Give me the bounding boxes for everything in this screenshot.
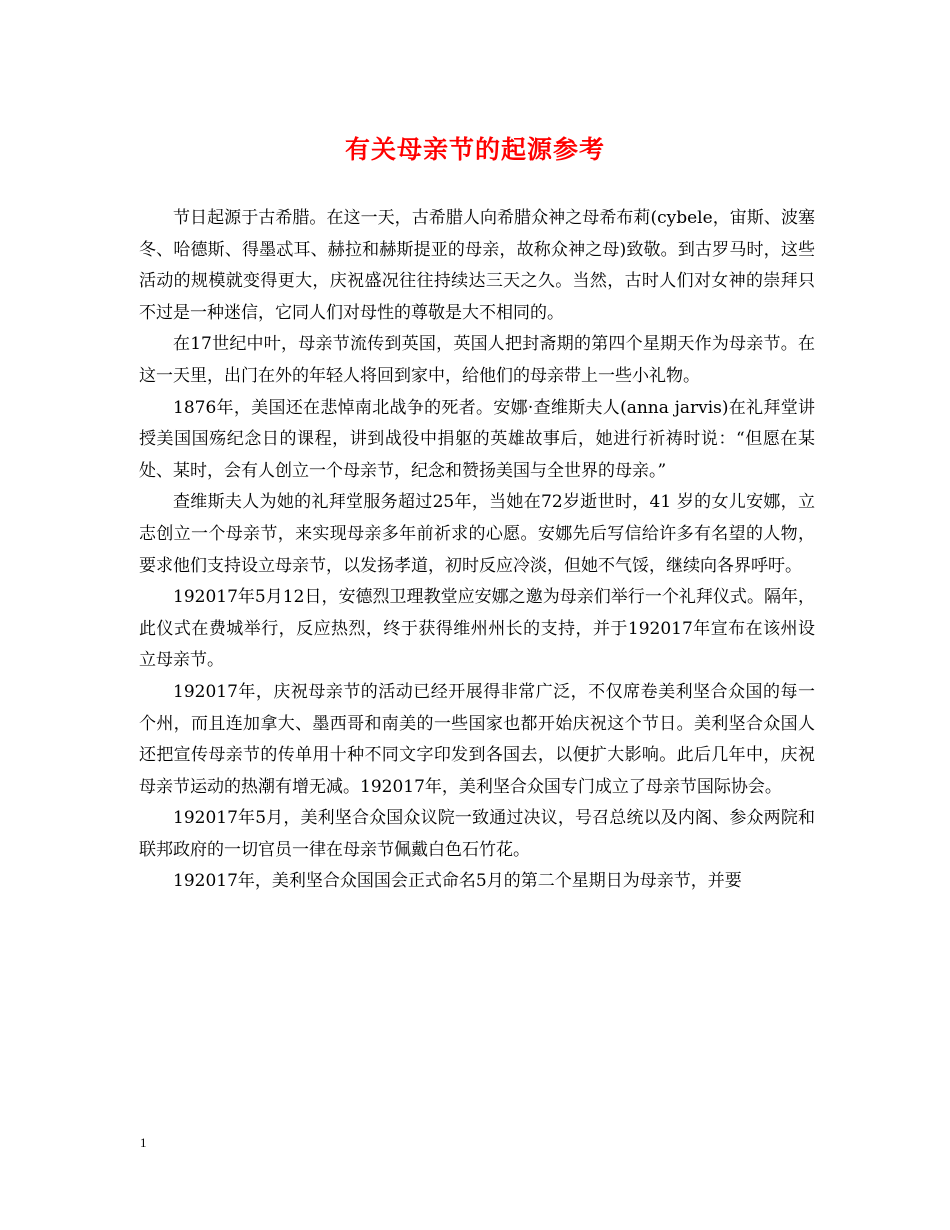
paragraph: 192017年5月，美利坚合众国众议院一致通过决议，号召总统以及内阁、参众两院和联邦政府的一切官员一律在母亲节佩戴白色石竹花。 <box>139 808 815 860</box>
paragraph: 节日起源于古希腊。在这一天，古希腊人向希腊众神之母希布莉(cybele，宙斯、波塞冬、哈德斯、得墨忒耳、赫拉和赫斯提亚的母亲，故称众神之母)致敬。到古罗马时，这些活动的规模就变得更大，庆祝盛况往往持续达三天之久。当然，古时人们对女神的崇拜只不过是一种迷信，它同人们对母性的尊敬是大不相同的。 <box>139 208 815 323</box>
paragraph: 在17世纪中叶，母亲节流传到英国，英国人把封斋期的第四个星期天作为母亲节。在这一天里，出门在外的年轻人将回到家中，给他们的母亲带上一些小礼物。 <box>139 334 815 386</box>
paragraph: 1876年，美国还在悲悼南北战争的死者。安娜·查维斯夫人(anna jarvis)在礼拜堂讲授美国国殇纪念日的课程，讲到战役中捐躯的英雄故事后，她进行祈祷时说：“但愿在某处、某时，会有人创立一个母亲节，纪念和赞扬美国与全世界的母亲。” <box>139 397 815 481</box>
paragraph: 192017年5月12日，安德烈卫理教堂应安娜之邀为母亲们举行一个礼拜仪式。隔年，此仪式在费城举行，反应热烈，终于获得维州州长的支持，并于192017年宣布在该州设立母亲节。 <box>139 587 815 671</box>
document-title: 有关母亲节的起源参考 <box>344 135 605 164</box>
paragraph: 查维斯夫人为她的礼拜堂服务超过25年，当她在72岁逝世时，41 岁的女儿安娜，立志创立一个母亲节，来实现母亲多年前祈求的心愿。安娜先后写信给许多有名望的人物，要求他们支持设立母亲节，以发扬孝道，初时反应冷淡，但她不气馁，继续向各界呼吁。 <box>139 492 815 576</box>
paragraph: 192017年，美利坚合众国国会正式命名5月的第二个星期日为母亲节，并要 <box>173 871 742 892</box>
page-number: 1 <box>140 1135 147 1150</box>
document-body <box>139 203 815 898</box>
paragraph: 192017年，庆祝母亲节的活动已经开展得非常广泛，不仅席卷美利坚合众国的每一个州，而且连加拿大、墨西哥和南美的一些国家也都开始庆祝这个节日。美利坚合众国人还把宣传母亲节的传单用十种不同文字印发到各国去，以便扩大影响。此后几年中，庆祝母亲节运动的热潮有增无减。192017年，美利坚合众国专门成立了母亲节国际协会。 <box>139 681 815 797</box>
